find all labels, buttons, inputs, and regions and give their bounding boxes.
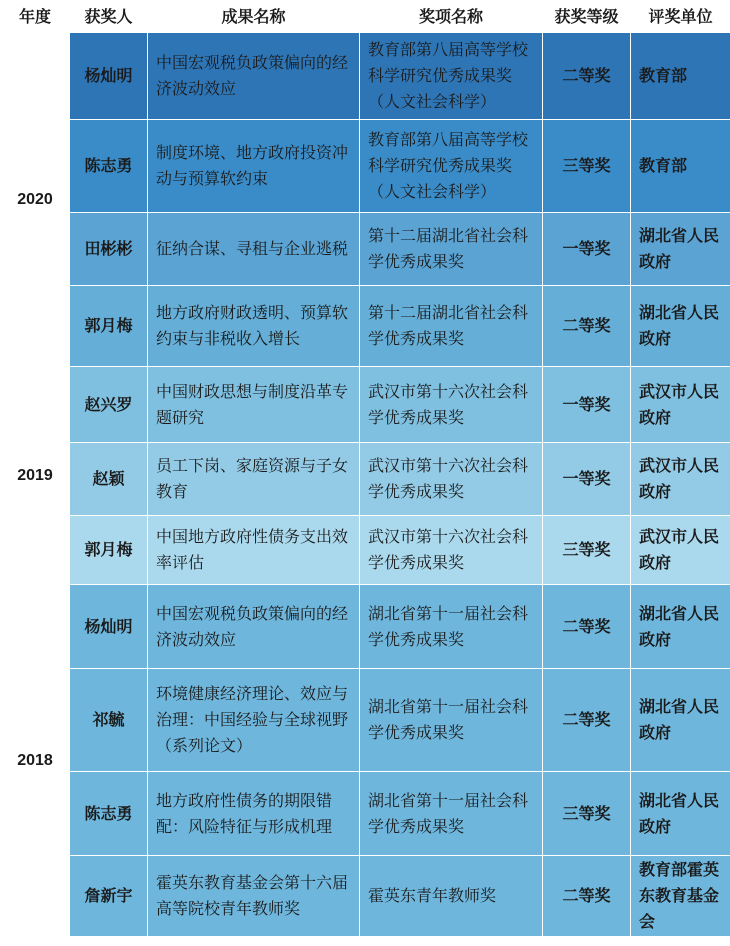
org-cell: 湖北省人民政府 — [631, 772, 730, 856]
achievement-cell: 中国地方政府性债务支出效率评估 — [148, 516, 360, 585]
level-cell: 一等奖 — [543, 213, 631, 286]
table-row — [1, 669, 730, 772]
year-cell: 2019 — [1, 367, 70, 585]
header-year: 年度 — [1, 1, 70, 33]
org-cell: 湖北省人民政府 — [631, 286, 730, 367]
achievement-cell: 员工下岗、家庭资源与子女教育 — [148, 443, 360, 516]
org-cell: 教育部霍英东教育基金会 — [631, 856, 730, 937]
person-cell: 郭月梅 — [70, 286, 148, 367]
level-cell: 二等奖 — [543, 856, 631, 937]
person-cell: 杨灿明 — [70, 585, 148, 669]
achievement-cell: 地方政府财政透明、预算软约束与非税收入增长 — [148, 286, 360, 367]
person-cell: 杨灿明 — [70, 33, 148, 120]
award-cell: 第十二届湖北省社会科学优秀成果奖 — [360, 213, 543, 286]
achievement-cell: 中国财政思想与制度沿革专题研究 — [148, 367, 360, 443]
org-cell: 教育部 — [631, 120, 730, 213]
person-cell: 詹新宇 — [70, 856, 148, 937]
award-cell: 湖北省第十一届社会科学优秀成果奖 — [360, 669, 543, 772]
level-cell: 二等奖 — [543, 585, 631, 669]
award-cell: 教育部第八届高等学校科学研究优秀成果奖（人文社会科学） — [360, 33, 543, 120]
header-person: 获奖人 — [70, 1, 148, 33]
header-row — [1, 1, 730, 33]
table-row — [1, 856, 730, 937]
person-cell: 陈志勇 — [70, 772, 148, 856]
table-header — [1, 1, 730, 33]
table-row — [1, 585, 730, 669]
achievement-cell: 霍英东教育基金会第十六届高等院校青年教师奖 — [148, 856, 360, 937]
person-cell: 赵颖 — [70, 443, 148, 516]
year-cell: 2018 — [1, 585, 70, 937]
header-level: 获奖等级 — [543, 1, 631, 33]
person-cell: 郭月梅 — [70, 516, 148, 585]
header-org: 评奖单位 — [631, 1, 730, 33]
achievement-cell: 征纳合谋、寻租与企业逃税 — [148, 213, 360, 286]
award-cell: 武汉市第十六次社会科学优秀成果奖 — [360, 516, 543, 585]
award-cell: 湖北省第十一届社会科学优秀成果奖 — [360, 585, 543, 669]
achievement-cell: 中国宏观税负政策偏向的经济波动效应 — [148, 585, 360, 669]
person-cell: 田彬彬 — [70, 213, 148, 286]
org-cell: 武汉市人民政府 — [631, 367, 730, 443]
table-row — [1, 772, 730, 856]
award-cell: 霍英东青年教师奖 — [360, 856, 543, 937]
year-cell: 2020 — [1, 33, 70, 367]
header-achievement: 成果名称 — [148, 1, 360, 33]
level-cell: 一等奖 — [543, 443, 631, 516]
award-cell: 第十二届湖北省社会科学优秀成果奖 — [360, 286, 543, 367]
level-cell: 一等奖 — [543, 367, 631, 443]
table-body — [1, 33, 730, 937]
org-cell: 武汉市人民政府 — [631, 516, 730, 585]
org-cell: 湖北省人民政府 — [631, 669, 730, 772]
table-row — [1, 286, 730, 367]
level-cell: 二等奖 — [543, 33, 631, 120]
level-cell: 三等奖 — [543, 516, 631, 585]
table-row — [1, 120, 730, 213]
level-cell: 二等奖 — [543, 286, 631, 367]
achievement-cell: 环境健康经济理论、效应与治理：中国经验与全球视野（系列论文） — [148, 669, 360, 772]
person-cell: 陈志勇 — [70, 120, 148, 213]
person-cell: 祁毓 — [70, 669, 148, 772]
table-row — [1, 516, 730, 585]
level-cell: 三等奖 — [543, 120, 631, 213]
achievement-cell: 中国宏观税负政策偏向的经济波动效应 — [148, 33, 360, 120]
table-row — [1, 443, 730, 516]
org-cell: 教育部 — [631, 33, 730, 120]
person-cell: 赵兴罗 — [70, 367, 148, 443]
award-cell: 教育部第八届高等学校科学研究优秀成果奖（人文社会科学） — [360, 120, 543, 213]
org-cell: 湖北省人民政府 — [631, 585, 730, 669]
achievement-cell: 地方政府性债务的期限错配：风险特征与形成机理 — [148, 772, 360, 856]
level-cell: 二等奖 — [543, 669, 631, 772]
header-award: 奖项名称 — [360, 1, 543, 33]
award-cell: 武汉市第十六次社会科学优秀成果奖 — [360, 367, 543, 443]
award-cell: 武汉市第十六次社会科学优秀成果奖 — [360, 443, 543, 516]
table-row — [1, 367, 730, 443]
org-cell: 武汉市人民政府 — [631, 443, 730, 516]
org-cell: 湖北省人民政府 — [631, 213, 730, 286]
achievement-cell: 制度环境、地方政府投资冲动与预算软约束 — [148, 120, 360, 213]
level-cell: 三等奖 — [543, 772, 631, 856]
table-row — [1, 213, 730, 286]
award-cell: 湖北省第十一届社会科学优秀成果奖 — [360, 772, 543, 856]
table-row — [1, 33, 730, 120]
